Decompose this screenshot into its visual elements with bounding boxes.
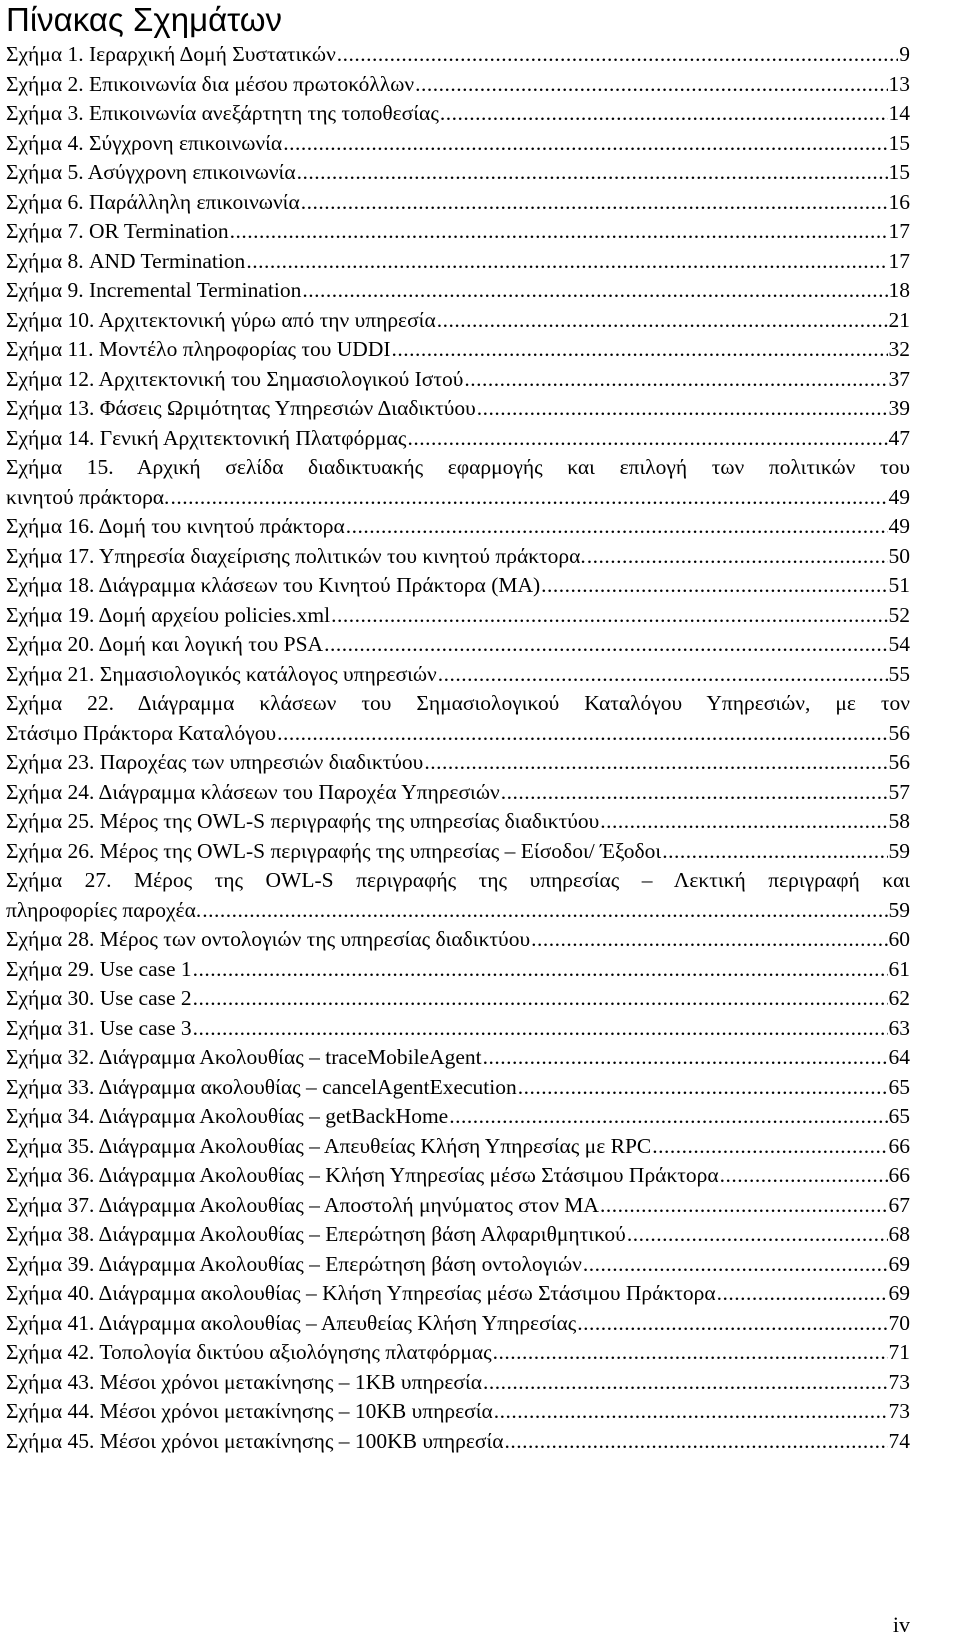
dot-leader [202,896,887,926]
toc-entry-line[interactable] [6,866,910,896]
dot-leader [392,335,888,365]
toc-entry-page: 49 [888,484,910,509]
toc-entry-label: Σχήμα 15. Αρχική σελίδα διαδικτυακής εφαρμογής και επιλογή των πολιτικών του [6,455,910,479]
dot-leader [230,217,888,247]
toc-entry-page: 62 [888,986,910,1010]
dot-leader [627,1220,888,1250]
toc-entry[interactable] [6,807,910,837]
toc-entry[interactable] [6,40,910,70]
toc-entry[interactable] [6,1132,910,1162]
toc-entry-page: 68 [888,1222,910,1246]
toc-entry-label: Σχήμα 19. Δομή αρχείου policies.xml [6,602,331,627]
toc-entry-page: 18 [888,278,910,302]
toc-entry-page: 59 [888,897,910,922]
dot-leader [717,1279,888,1309]
toc-entry-page: 59 [888,838,910,863]
toc-entry[interactable] [6,365,910,395]
dot-leader [518,1073,888,1103]
toc-entry-page: 32 [888,337,910,361]
dot-leader [283,129,887,159]
dot-leader [277,719,887,749]
dot-leader [193,984,888,1014]
toc-entry-label: Σχήμα 33. Διάγραμμα ακολουθίας – cancelAgentExecution [6,1074,517,1099]
toc-entry-label: Στάσιμο Πράκτορα Καταλόγου [6,720,277,745]
toc-entry-page: 15 [888,130,910,155]
toc-entry-label: Σχήμα 16. Δομή του κινητού πράκτορα [6,514,345,538]
toc-entry[interactable] [6,1309,910,1339]
toc-entry-label: Σχήμα 43. Μέσοι χρόνοι μετακίνησης – 1KB υπηρεσία [6,1369,483,1394]
toc-entry-label: Σχήμα 31. Use case 3 [6,1015,192,1040]
toc-entry-label: Σχήμα 5. Ασύγχρονη επικοινωνία [6,160,296,184]
toc-entry[interactable] [6,1043,910,1073]
toc-entry[interactable] [6,660,910,690]
toc-entry-page: 67 [888,1192,910,1217]
toc-entry[interactable] [6,896,910,926]
dot-leader [424,748,887,778]
toc-entry-page: 71 [888,1340,910,1364]
toc-entry[interactable] [6,925,910,955]
toc-entry-page: 13 [888,71,910,96]
toc-entry-label: Σχήμα 7. OR Termination [6,219,229,243]
toc-entry-page: 61 [888,956,910,981]
toc-entry-label: Σχήμα 42. Τοπολογία δικτύου αξιολόγησης πλατφόρμας [6,1340,492,1364]
dot-leader [483,1368,887,1398]
table-of-figures [6,40,910,1456]
dot-leader [331,601,887,631]
toc-entry-label: Σχήμα 23. Παροχέας των υπηρεσιών διαδικτύου [6,750,424,774]
toc-entry-label: Σχήμα 3. Επικοινωνία ανεξάρτητη της τοποθεσίας [6,101,439,125]
toc-entry-page: 52 [888,602,910,627]
toc-entry-label: Σχήμα 28. Μέρος των οντολογιών της υπηρεσίας διαδικτύου [6,927,531,951]
toc-entry[interactable] [6,129,910,159]
toc-entry-label: Σχήμα 14. Γενική Αρχιτεκτονική Πλατφόρμας [6,425,407,450]
dot-leader [493,1338,888,1368]
toc-entry[interactable] [6,424,910,454]
toc-entry-label: Σχήμα 22. Διάγραμμα κλάσεων του Σημασιολογικού Καταλόγου Υπηρεσιών, με τον [6,691,910,715]
toc-entry[interactable] [6,1338,910,1368]
toc-entry-label: Σχήμα 41. Διάγραμμα ακολουθίας – Απευθείας Κλήση Υπηρεσίας [6,1310,577,1335]
dot-leader [600,1191,888,1221]
dot-leader [302,276,887,306]
toc-entry-label: Σχήμα 29. Use case 1 [6,956,192,981]
toc-entry[interactable] [6,99,910,129]
toc-entry-label: Σχήμα 1. Ιεραρχική Δομή Συστατικών [6,42,336,66]
toc-entry-page: 65 [888,1074,910,1099]
toc-entry[interactable] [6,1279,910,1309]
toc-entry[interactable] [6,247,910,277]
toc-entry-label: Σχήμα 2. Επικοινωνία δια μέσου πρωτοκόλλων [6,71,415,96]
toc-entry-page: 55 [888,661,910,686]
toc-entry[interactable] [6,630,910,660]
toc-entry-label: Σχήμα 10. Αρχιτεκτονική γύρω από την υπηρεσία [6,307,436,332]
toc-entry[interactable] [6,571,910,601]
dot-leader [531,925,887,955]
toc-entry[interactable] [6,1368,910,1398]
dot-leader [301,188,888,218]
toc-entry-page: 50 [888,543,910,568]
toc-entry[interactable] [6,1220,910,1250]
toc-entry-page: 64 [888,1045,910,1069]
toc-entry-label: Σχήμα 32. Διάγραμμα Ακολουθίας – traceMobileAgent [6,1045,482,1069]
toc-entry[interactable] [6,1161,910,1191]
toc-entry-page: 69 [888,1281,910,1305]
toc-entry-line[interactable] [6,453,910,483]
toc-entry-page: 60 [888,927,910,951]
toc-entry[interactable] [6,158,910,188]
toc-entry[interactable] [6,483,910,513]
toc-entry-label: Σχήμα 6. Παράλληλη επικοινωνία [6,189,300,214]
toc-entry-page: 63 [888,1015,910,1040]
dot-leader [440,99,888,129]
toc-entry[interactable] [6,984,910,1014]
dot-leader [477,394,888,424]
toc-entry[interactable] [6,217,910,247]
toc-entry[interactable] [6,335,910,365]
dot-leader [346,512,888,542]
toc-entry-page: 49 [888,514,910,538]
toc-entry-label: Σχήμα 35. Διάγραμμα Ακολουθίας – Απευθείας Κλήση Υπηρεσίας με RPC [6,1133,652,1158]
toc-entry[interactable] [6,1102,910,1132]
toc-entry-label: Σχήμα 40. Διάγραμμα ακολουθίας – Κλήση Υπηρεσίας μέσω Στάσιμου Πράκτορα [6,1281,716,1305]
dot-leader [505,1427,888,1457]
page-title: Πίνακας Σχημάτων [6,1,282,38]
toc-entry[interactable] [6,748,910,778]
toc-entry-page: 51 [888,573,910,597]
toc-entry-label: πληροφορίες παροχέα. [6,897,202,922]
toc-entry[interactable] [6,542,910,572]
dot-leader [501,778,888,808]
toc-entry[interactable] [6,601,910,631]
toc-entry-page: 65 [888,1104,910,1128]
toc-entry-label: Σχήμα 45. Μέσοι χρόνοι μετακίνησης – 100KB υπηρεσία [6,1428,504,1453]
toc-entry-label: Σχήμα 13. Φάσεις Ωριμότητας Υπηρεσιών Διαδικτύου [6,396,476,420]
toc-entry-page: 56 [888,720,910,745]
toc-entry[interactable] [6,778,910,808]
toc-entry-page: 66 [888,1163,910,1187]
toc-entry[interactable] [6,955,910,985]
toc-entry[interactable] [6,70,910,100]
toc-entry-page: 15 [888,160,910,184]
toc-entry-label: Σχήμα 17. Υπηρεσία διαχείρισης πολιτικών του κινητού πράκτορα. [6,543,586,568]
toc-entry-page: 17 [888,219,910,243]
toc-entry[interactable] [6,1073,910,1103]
toc-entry-page: 54 [888,632,910,656]
dot-leader [170,483,887,513]
toc-entry-page: 73 [888,1399,910,1423]
dot-leader [464,365,887,395]
toc-entry-label: Σχήμα 44. Μέσοι χρόνοι μετακίνησης – 10KB υπηρεσία [6,1399,493,1423]
dot-leader [297,158,888,188]
toc-entry-label: Σχήμα 30. Use case 2 [6,986,192,1010]
dot-leader [583,1250,888,1280]
toc-entry-label: Σχήμα 25. Μέρος της OWL-S περιγραφής της υπηρεσίας διαδικτύου [6,809,600,833]
toc-entry-page: 21 [888,307,910,332]
dot-leader [193,1014,888,1044]
toc-entry-page: 39 [888,396,910,420]
toc-entry-page: 69 [888,1251,910,1276]
toc-entry-page: 70 [888,1310,910,1335]
toc-entry-page: 16 [888,189,910,214]
toc-entry-label: Σχήμα 9. Incremental Termination [6,278,302,302]
dot-leader [415,70,887,100]
toc-entry-label: Σχήμα 11. Μοντέλο πληροφορίας του UDDI [6,337,391,361]
toc-entry-label: Σχήμα 34. Διάγραμμα Ακολουθίας – getBackHome [6,1104,449,1128]
toc-entry-line[interactable] [6,689,910,719]
toc-entry-page: 17 [888,248,910,273]
toc-entry-label: κινητού πράκτορα. [6,484,170,509]
toc-entry[interactable] [6,1250,910,1280]
toc-entry-label: Σχήμα 21. Σημασιολογικός κατάλογος υπηρεσιών [6,661,437,686]
dot-leader [600,807,887,837]
toc-entry[interactable] [6,1191,910,1221]
dot-leader [193,955,888,985]
toc-entry[interactable] [6,394,910,424]
toc-entry-label: Σχήμα 18. Διάγραμμα κλάσεων του Κινητού Πράκτορα (MA) [6,573,541,597]
dot-leader [337,40,898,70]
dot-leader [437,306,888,336]
dot-leader [449,1102,887,1132]
toc-entry-label: Σχήμα 27. Μέρος της OWL-S περιγραφής της υπηρεσίας – Λεκτική περιγραφή και [6,868,910,892]
dot-leader [577,1309,887,1339]
toc-entry-page: 57 [888,779,910,804]
toc-entry-label: Σχήμα 39. Διάγραμμα Ακολουθίας – Επερώτηση βάση οντολογιών [6,1251,582,1276]
toc-entry-page: 14 [888,101,910,125]
dot-leader [438,660,888,690]
toc-entry[interactable] [6,1014,910,1044]
toc-entry[interactable] [6,719,910,749]
toc-entry-page: 56 [888,750,910,774]
toc-entry-label: Σχήμα 8. AND Termination [6,248,246,273]
toc-entry-page: 73 [888,1369,910,1394]
toc-entry[interactable] [6,306,910,336]
dot-leader [587,542,888,572]
toc-entry-page: 66 [888,1133,910,1158]
dot-leader [662,837,887,867]
toc-entry-label: Σχήμα 20. Δομή και λογική του PSA [6,632,324,656]
toc-entry[interactable] [6,837,910,867]
dot-leader [541,571,887,601]
toc-entry-page: 9 [899,42,910,66]
toc-entry-label: Σχήμα 26. Μέρος της OWL-S περιγραφής της υπηρεσίας – Είσοδοι/ Έξοδοι [6,838,662,863]
toc-entry-page: 47 [888,425,910,450]
toc-entry[interactable] [6,276,910,306]
dot-leader [483,1043,888,1073]
toc-entry-page: 74 [888,1428,910,1453]
dot-leader [246,247,887,277]
dot-leader [494,1397,888,1427]
toc-entry-label: Σχήμα 36. Διάγραμμα Ακολουθίας – Κλήση Υπηρεσίας μέσω Στάσιμου Πράκτορα [6,1163,719,1187]
page-number: iv [892,1612,910,1637]
toc-entry[interactable] [6,1427,910,1457]
toc-entry-label: Σχήμα 12. Αρχιτεκτονική του Σημασιολογικού Ιστού [6,366,464,391]
toc-entry[interactable] [6,1397,910,1427]
toc-entry-page: 37 [888,366,910,391]
toc-entry[interactable] [6,512,910,542]
toc-entry-label: Σχήμα 24. Διάγραμμα κλάσεων του Παροχέα Υπηρεσιών [6,779,500,804]
toc-entry-label: Σχήμα 4. Σύγχρονη επικοινωνία [6,130,283,155]
dot-leader [720,1161,888,1191]
toc-entry-page: 58 [888,809,910,833]
toc-entry-label: Σχήμα 38. Διάγραμμα Ακολουθίας – Επερώτηση βάση Αλφαριθμητικού [6,1222,626,1246]
toc-entry-label: Σχήμα 37. Διάγραμμα Ακολουθίας – Αποστολή μηνύματος στον MA [6,1192,599,1217]
dot-leader [324,630,887,660]
dot-leader [652,1132,887,1162]
dot-leader [407,424,887,454]
toc-entry[interactable] [6,188,910,218]
